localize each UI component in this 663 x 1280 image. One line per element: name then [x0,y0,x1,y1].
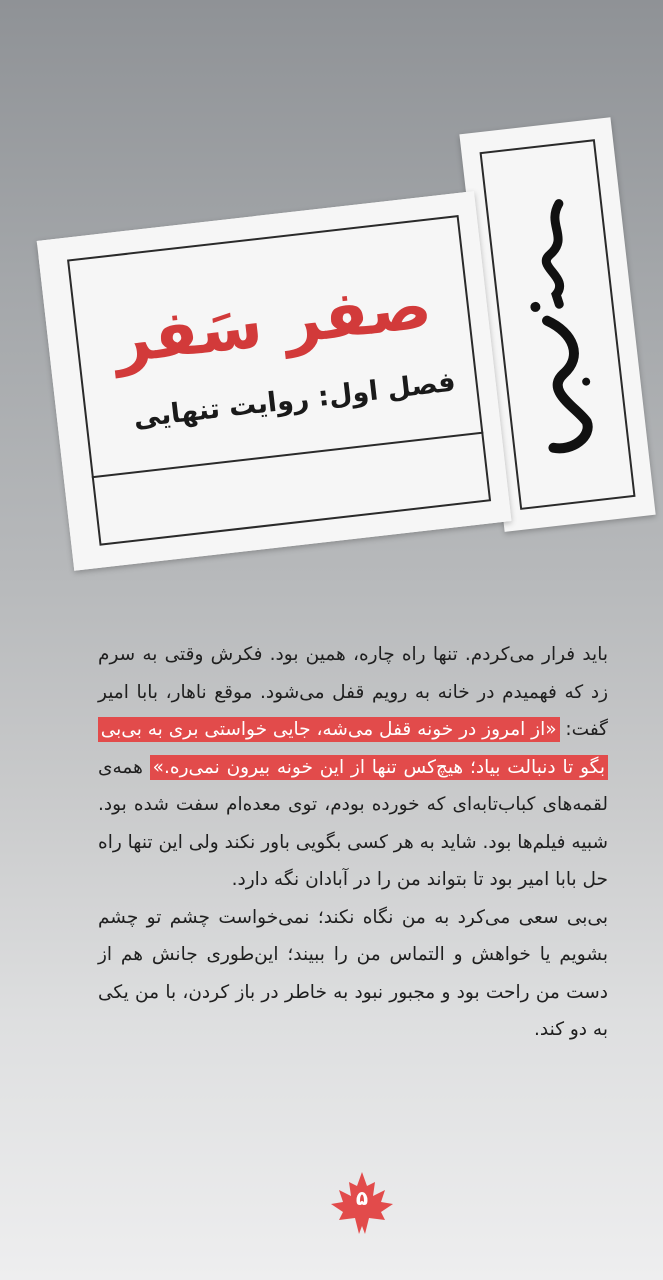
body-text [98,636,608,1049]
title-ticket [30,115,663,600]
highlighted-quote: «از امروز در خونه قفل می‌شه، جایی خواستی بری به بی‌بی بگو تا دنبالت بیاد؛ هیچ‌کس تنها از این خونه بیرون نمی‌ره.» [98,717,608,780]
page-number-badge [327,1168,397,1238]
paragraph-1 [98,636,608,899]
page-number: ۵ [355,1186,369,1210]
ticket-main [37,191,512,571]
paragraph-1-text-a: باید فرار می‌کردم. تنها راه چاره، همین بود. فکرش وقتی به سرم زد که فهمیدم در خانه به رویم قفل می‌شود. موقع ناهار، بابا امیر گفت: [98,644,608,740]
book-title: صفر سَفر [110,268,436,379]
chapter-title: فصل اول: روایت تنهایی [131,366,458,434]
paragraph-1-text-b: همه‌ی لقمه‌های کباب‌تابه‌ای که خورده بودم، توی معده‌ام سفت شده بود. شبیه فیلم‌ها بود. شاید به هر کسی بگویی باور نکند ولی این تنها راه حل بابا امیر بود تا بتواند من را در آبادان نگه دارد. [98,756,608,890]
paragraph-2: بی‌بی سعی می‌کرد به من نگاه نکند؛ نمی‌خواست چشم تو چشم بشویم یا خواهش و التماس من را ببیند؛ این‌طوری جانش هم از دست من راحت بود و مجبور نبود به خاطر در باز کردن، با من یکی به دو کند. [98,906,608,1040]
